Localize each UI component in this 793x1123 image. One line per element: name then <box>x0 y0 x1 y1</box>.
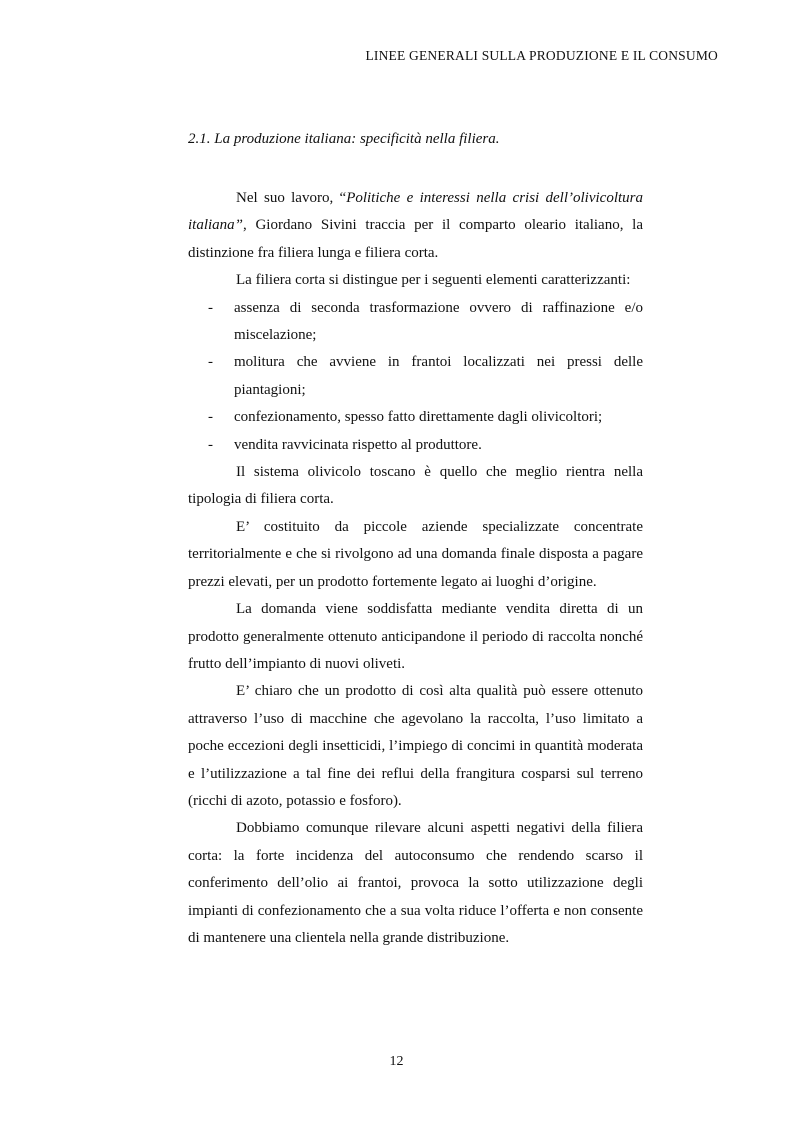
section-title: 2.1. La produzione italiana: specificità nella filiera. <box>188 131 500 147</box>
intro-lead: Nel suo lavoro, “ <box>236 190 347 206</box>
list-dash: - <box>208 299 213 316</box>
list-intro-paragraph: La filiera corta si distingue per i seguenti elementi caratterizzanti: <box>236 272 631 289</box>
list-dash: - <box>208 409 213 426</box>
intro-rest: , Giordano Sivini traccia per il comparto oleario italiano, la distinzione fra filiera lunga e filiera corta. <box>188 217 643 261</box>
body-text <box>188 185 643 952</box>
paragraph-toscano: Il sistema olivicolo toscano è quello che meglio rientra nella tipologia di filiera corta. <box>188 464 643 508</box>
list-dash: - <box>208 354 213 371</box>
list-item <box>188 349 643 404</box>
list-item-text: assenza di seconda trasformazione ovvero di raffinazione e/o miscelazione; <box>234 299 643 344</box>
running-header: LINEE GENERALI SULLA PRODUZIONE E IL CONSUMO <box>365 48 718 63</box>
list-item-text: confezionamento, spesso fatto direttamente dagli olivicoltori; <box>234 409 603 426</box>
paragraph-domanda: La domanda viene soddisfatta mediante vendita diretta di un prodotto generalmente ottenuto anticipandone il periodo di raccolta nonché frutto dell’impianto di nuovi oliveti. <box>188 601 643 672</box>
list-item <box>188 432 643 459</box>
list-item <box>188 404 643 431</box>
list-item <box>188 295 643 350</box>
page-number: 12 <box>389 1054 404 1069</box>
cited-work-title: Politiche e interessi nella crisi dell’olivicoltura italiana” <box>188 190 643 234</box>
paragraph-aziende: E’ costituito da piccole aziende specializzate concentrate territorialmente e che si rivolgono ad una domanda finale disposta a pagare prezzi elevati, per un prodotto fortemente legato ai luoghi d’origine. <box>188 518 643 590</box>
intro-paragraph <box>188 185 643 267</box>
list-item-text: vendita ravvicinata rispetto al produttore. <box>234 436 482 453</box>
list-item-text: molitura che avviene in frantoi localizzati nei pressi delle piantagioni; <box>234 354 643 398</box>
list-dash: - <box>208 436 213 453</box>
paragraph-aspetti-negativi: Dobbiamo comunque rilevare alcuni aspetti negativi della filiera corta: la forte incidenza del autoconsumo che rendendo scarso il conferimento dell’olio ai frantoi, provoca la sotto utilizzazione degli impianti di confezionamento che a sua volta riduce l’offerta e non consente di mantenere una clientela nella grande distribuzione. <box>188 820 643 946</box>
paragraph-qualita: E’ chiaro che un prodotto di così alta qualità può essere ottenuto attraverso l’uso di macchine che agevolano la raccolta, l’uso limitato a poche eccezioni degli insetticidi, l’impiego di concimi in quantità moderata e l’utilizzazione a tal fine dei reflui della frangitura cosparsi sul terreno (ricchi di azoto, potassio e fosforo). <box>188 683 643 809</box>
feature-list <box>188 295 643 459</box>
